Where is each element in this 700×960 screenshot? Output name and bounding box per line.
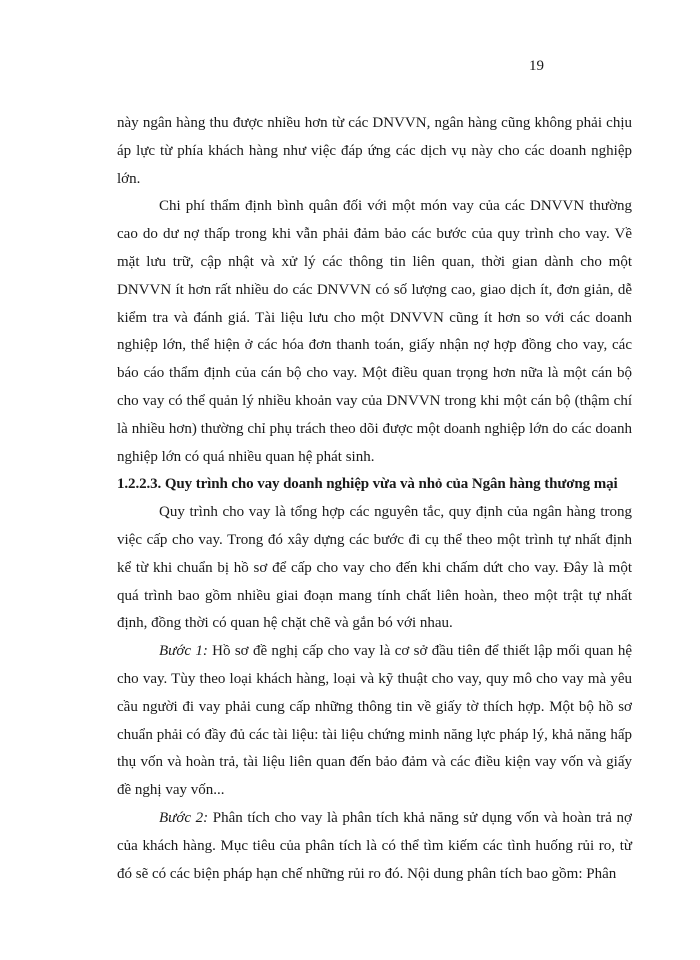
step-1-label: Bước 1: bbox=[159, 643, 208, 660]
section-heading: 1.2.2.3. Quy trình cho vay doanh nghiệp vừa và nhỏ của Ngân hàng thương mại bbox=[117, 476, 618, 493]
step-2-paragraph bbox=[117, 805, 632, 888]
page-number: 19 bbox=[529, 58, 544, 74]
paragraph-appraisal-cost: Chi phí thẩm định bình quân đối với một món vay của các DNVVN thường cao do dư nợ thấp trong khi vẫn phải đảm bảo các bước của quy trình cho vay. Về mặt lưu trữ, cập nhật và xử lý các thông tin liên quan, thời gian dành cho một DNVVN ít hơn rất nhiều do các DNVVN có số lượng cao, giao dịch ít, đơn giản, dễ kiểm tra và đánh giá. Tài liệu lưu cho một DNVVN cũng ít hơn so với các doanh nghiệp lớn, thể hiện ở các hóa đơn thanh toán, giấy nhận nợ hợp đồng cho vay, các báo cáo thẩm định của cán bộ cho vay. Một điều quan trọng hơn nữa là một cán bộ cho vay có thể quản lý nhiều khoản vay của DNVVN trong khi một cán bộ (thậm chí là nhiều hơn) thường chỉ phụ trách theo dõi được một doanh nghiệp lớn do các doanh nghiệp lớn có quá nhiều quan hệ phát sinh. bbox=[117, 198, 632, 465]
body-text bbox=[117, 110, 632, 888]
step-2-label: Bước 2: bbox=[159, 809, 209, 826]
step-2-text: Phân tích cho vay là phân tích khả năng sử dụng vốn và hoàn trả nợ của khách hàng. Mục tiêu của phân tích là có thể tìm kiếm các tình huống rủi ro, từ đó sẽ có các biện pháp hạn chế những rủi ro đó. Nội dung phân tích bao gồm: Phân bbox=[117, 809, 632, 882]
paragraph-continued: này ngân hàng thu được nhiều hơn từ các DNVVN, ngân hàng cũng không phải chịu áp lực từ phía khách hàng như việc đáp ứng các dịch vụ này cho các doanh nghiệp lớn. bbox=[117, 115, 632, 187]
step-1-paragraph bbox=[117, 638, 632, 805]
step-1-text: Hồ sơ đề nghị cấp cho vay là cơ sở đầu tiên để thiết lập mối quan hệ cho vay. Tùy theo loại khách hàng, loại và kỹ thuật cho vay, quy mô cho vay mà yêu cầu người đi vay phải cung cấp những thông tin về giấy tờ thích hợp. Một bộ hồ sơ chuẩn phải có đầy đủ các tài liệu: tài liệu chứng minh năng lực pháp lý, khả năng hấp thụ vốn và hoàn trả, tài liệu liên quan đến bảo đảm và các điều kiện vay vốn và giấy đề nghị vay vốn... bbox=[117, 643, 632, 799]
section-intro: Quy trình cho vay là tổng hợp các nguyên tắc, quy định của ngân hàng trong việc cấp cho vay. Trong đó xây dựng các bước đi cụ thể theo một trình tự nhất định kể từ khi chuẩn bị hồ sơ để cấp cho vay cho đến khi chấm dứt cho vay. Đây là một quá trình bao gồm nhiều giai đoạn mang tính chất liên hoàn, theo một trật tự nhất định, đồng thời có quan hệ chặt chẽ và gắn bó với nhau. bbox=[117, 504, 632, 632]
